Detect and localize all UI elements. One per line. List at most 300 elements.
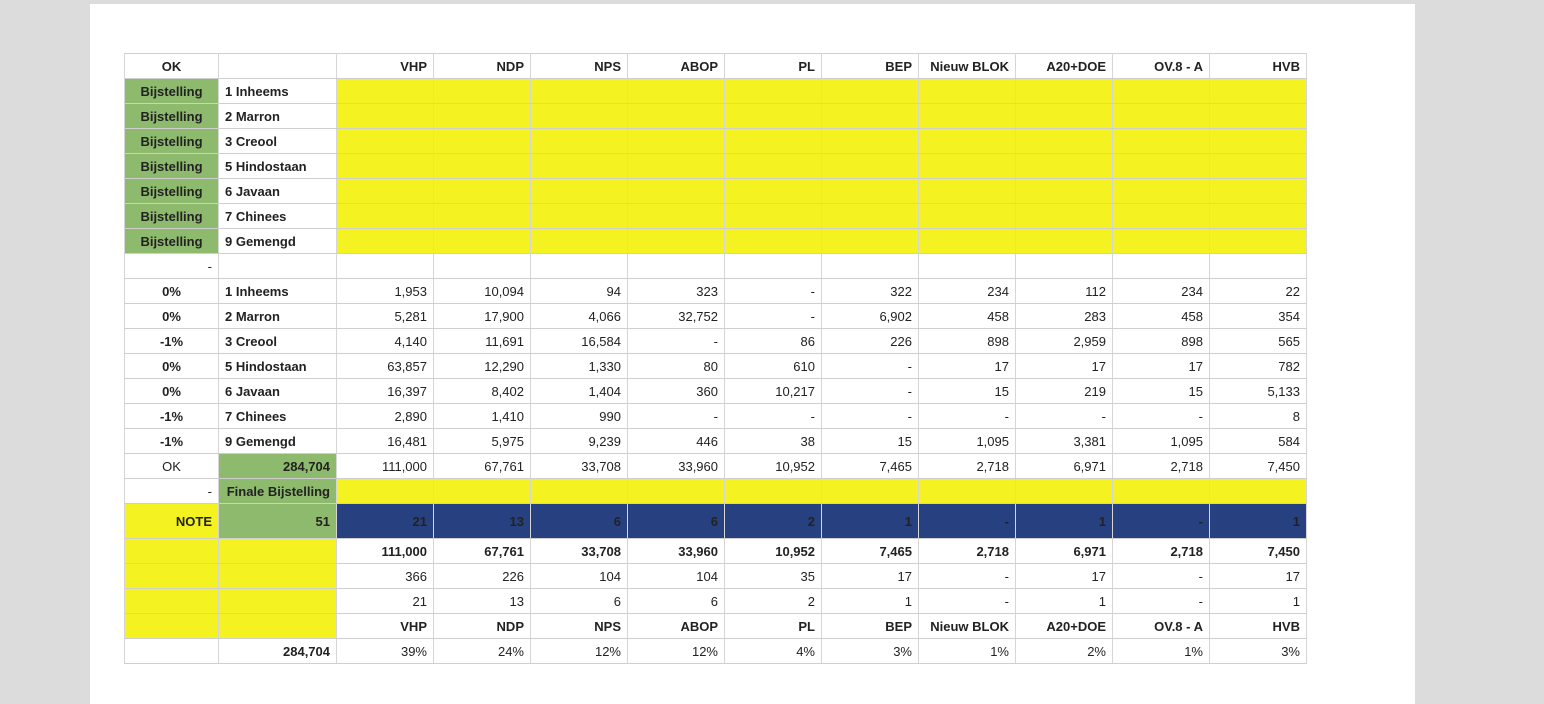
row-percent-cell[interactable]: -1% [125,404,219,429]
adjust-input-cell[interactable] [1210,179,1307,204]
adjust-row [125,154,1307,179]
quota-cell[interactable]: 104 [628,564,725,589]
adjust-input-cell[interactable] [531,79,628,104]
vote-cell[interactable]: 1,410 [434,404,531,429]
seat-count-cell[interactable]: 6 [531,504,628,539]
seat-plain-cell[interactable]: 1 [822,589,919,614]
adjust-input-cell[interactable] [1113,204,1210,229]
quota-cell[interactable]: 104 [531,564,628,589]
party-percent-cell[interactable]: 4% [725,639,822,664]
quota-cell[interactable]: 366 [337,564,434,589]
adjust-input-cell[interactable] [919,129,1016,154]
vote-cell[interactable]: 323 [628,279,725,304]
quota-cell[interactable]: - [919,564,1016,589]
vote-cell[interactable]: 2,890 [337,404,434,429]
separator-blank-cell[interactable] [219,254,337,279]
adjust-input-cell[interactable] [725,154,822,179]
finale-input-cell[interactable] [1016,479,1113,504]
adjust-row [125,229,1307,254]
seats-row [125,589,1307,614]
adjust-input-cell[interactable] [1210,204,1307,229]
finale-input-cell[interactable] [337,479,434,504]
total-row [125,454,1307,479]
party-header-cell[interactable]: HVB [1210,54,1307,79]
adjust-input-cell[interactable] [1113,179,1210,204]
adjust-input-cell[interactable] [725,79,822,104]
adjust-input-cell[interactable] [1210,129,1307,154]
separator-blank-cell[interactable] [919,254,1016,279]
adjust-input-cell[interactable] [628,229,725,254]
vote-cell[interactable]: 1,953 [337,279,434,304]
party-header-cell[interactable]: NPS [531,54,628,79]
adjust-input-cell[interactable] [434,179,531,204]
footer-party-row [125,614,1307,639]
vote-cell[interactable]: 1,404 [531,379,628,404]
vote-cell[interactable]: 10,094 [434,279,531,304]
party-percent-cell[interactable]: 3% [1210,639,1307,664]
seat-plain-cell[interactable]: 6 [628,589,725,614]
group-label-cell[interactable]: 5 Hindostaan [219,354,337,379]
separator-blank-cell[interactable] [628,254,725,279]
party-total-cell[interactable]: 7,465 [822,454,919,479]
vote-cell[interactable]: - [628,404,725,429]
footer-party-cell[interactable]: Nieuw BLOK [919,614,1016,639]
finale-input-cell[interactable] [822,479,919,504]
seat-plain-cell[interactable]: - [919,589,1016,614]
adjust-input-cell[interactable] [434,204,531,229]
vote-cell[interactable]: 4,140 [337,329,434,354]
vote-cell[interactable]: - [725,279,822,304]
adjust-input-cell[interactable] [1016,179,1113,204]
group-label-cell[interactable]: 2 Marron [219,104,337,129]
party-total-cell[interactable]: 7,450 [1210,454,1307,479]
seat-count-cell[interactable]: 21 [337,504,434,539]
vote-cell[interactable]: 15 [919,379,1016,404]
party-votes-cell[interactable]: 67,761 [434,539,531,564]
adjust-input-cell[interactable] [1016,229,1113,254]
row-percent-cell[interactable]: -1% [125,329,219,354]
vote-cell[interactable]: 2,959 [1016,329,1113,354]
adjust-row [125,79,1307,104]
footer-party-cell[interactable]: NPS [531,614,628,639]
adjust-input-cell[interactable] [725,179,822,204]
adjust-input-cell[interactable] [822,229,919,254]
adjust-input-cell[interactable] [337,179,434,204]
adjust-input-cell[interactable] [1113,229,1210,254]
separator-blank-cell[interactable] [1016,254,1113,279]
vote-cell[interactable]: 16,584 [531,329,628,354]
party-total-cell[interactable]: 6,971 [1016,454,1113,479]
group-label-cell[interactable]: 1 Inheems [219,279,337,304]
row-percent-cell[interactable]: 0% [125,304,219,329]
vote-cell[interactable]: 17,900 [434,304,531,329]
adjust-input-cell[interactable] [434,229,531,254]
adjust-input-cell[interactable] [1016,79,1113,104]
adjust-input-cell[interactable] [822,154,919,179]
vote-cell[interactable]: 3,381 [1016,429,1113,454]
vote-cell[interactable]: 458 [1113,304,1210,329]
adjust-row [125,104,1307,129]
vote-cell[interactable]: 80 [628,354,725,379]
note-row [125,504,1307,539]
seat-count-cell[interactable]: - [919,504,1016,539]
vote-cell[interactable]: 5,281 [337,304,434,329]
seat-count-cell[interactable]: 6 [628,504,725,539]
party-header-cell[interactable]: A20+DOE [1016,54,1113,79]
finale-input-cell[interactable] [725,479,822,504]
adjust-input-cell[interactable] [531,104,628,129]
vote-cell[interactable]: - [822,379,919,404]
footer-party-cell[interactable]: PL [725,614,822,639]
footer-party-cell[interactable]: OV.8 - A [1113,614,1210,639]
party-header-cell[interactable]: PL [725,54,822,79]
vote-cell[interactable]: 17 [1016,354,1113,379]
yellow-block-cell [219,564,337,589]
vote-cell[interactable]: 22 [1210,279,1307,304]
party-header-cell[interactable]: VHP [337,54,434,79]
footer-party-cell[interactable]: A20+DOE [1016,614,1113,639]
party-votes-cell[interactable]: 111,000 [337,539,434,564]
vote-cell[interactable]: 86 [725,329,822,354]
group-label-cell[interactable]: 6 Javaan [219,179,337,204]
yellow-block-cell [219,614,337,639]
vote-cell[interactable]: 610 [725,354,822,379]
adjust-input-cell[interactable] [1210,154,1307,179]
adjust-input-cell[interactable] [1113,154,1210,179]
group-label-cell[interactable]: 3 Creool [219,329,337,354]
vote-cell[interactable]: 458 [919,304,1016,329]
vote-cell[interactable]: 584 [1210,429,1307,454]
adjust-input-cell[interactable] [337,129,434,154]
vote-cell[interactable]: 1,095 [1113,429,1210,454]
group-label-cell[interactable]: 1 Inheems [219,79,337,104]
vote-cell[interactable]: 360 [628,379,725,404]
seat-plain-cell[interactable]: 2 [725,589,822,614]
seat-plain-cell[interactable]: 6 [531,589,628,614]
party-header-cell[interactable]: ABOP [628,54,725,79]
adjust-input-cell[interactable] [628,154,725,179]
finale-input-cell[interactable] [434,479,531,504]
adjust-status-cell[interactable]: Bijstelling [125,129,219,154]
vote-cell[interactable]: 8,402 [434,379,531,404]
quota-cell[interactable]: 17 [822,564,919,589]
vote-cell[interactable]: 17 [1113,354,1210,379]
seat-plain-cell[interactable]: - [1113,589,1210,614]
adjust-input-cell[interactable] [1016,129,1113,154]
seat-count-cell[interactable]: 2 [725,504,822,539]
adjust-input-cell[interactable] [725,129,822,154]
vote-cell[interactable]: 10,217 [725,379,822,404]
vote-cell[interactable]: 15 [1113,379,1210,404]
adjust-input-cell[interactable] [725,229,822,254]
party-header-cell[interactable]: OV.8 - A [1113,54,1210,79]
blank-cell[interactable] [125,639,219,664]
party-total-cell[interactable]: 67,761 [434,454,531,479]
group-label-cell[interactable]: 9 Gemengd [219,429,337,454]
seat-plain-cell[interactable]: 13 [434,589,531,614]
footer-party-cell[interactable]: BEP [822,614,919,639]
group-label-cell[interactable]: 7 Chinees [219,404,337,429]
adjust-input-cell[interactable] [337,204,434,229]
yellow-block-cell [219,539,337,564]
seat-count-cell[interactable]: - [1113,504,1210,539]
quota-cell[interactable]: 35 [725,564,822,589]
footer-party-cell[interactable]: NDP [434,614,531,639]
vote-cell[interactable]: 94 [531,279,628,304]
adjust-input-cell[interactable] [919,229,1016,254]
adjust-input-cell[interactable] [434,154,531,179]
seat-plain-cell[interactable]: 21 [337,589,434,614]
quota-cell[interactable]: - [1113,564,1210,589]
adjust-input-cell[interactable] [919,79,1016,104]
vote-cell[interactable]: 38 [725,429,822,454]
vote-cell[interactable]: 11,691 [434,329,531,354]
vote-cell[interactable]: 226 [822,329,919,354]
finale-input-cell[interactable] [531,479,628,504]
note-total-seats-cell[interactable]: 51 [219,504,337,539]
adjust-input-cell[interactable] [531,204,628,229]
seat-plain-cell[interactable]: 1 [1210,589,1307,614]
separator-mark-cell[interactable]: - [125,254,219,279]
total-sum-cell[interactable]: 284,704 [219,454,337,479]
quota-cell[interactable]: 226 [434,564,531,589]
separator-blank-cell[interactable] [434,254,531,279]
vote-cell[interactable]: 1,095 [919,429,1016,454]
vote-cell[interactable]: 234 [1113,279,1210,304]
row-percent-cell[interactable]: 0% [125,354,219,379]
vote-cell[interactable]: 16,481 [337,429,434,454]
vote-cell[interactable]: 354 [1210,304,1307,329]
party-votes-cell[interactable]: 33,708 [531,539,628,564]
party-total-cell[interactable]: 33,708 [531,454,628,479]
votes-row [125,539,1307,564]
adjust-input-cell[interactable] [628,79,725,104]
footer-party-cell[interactable]: ABOP [628,614,725,639]
adjust-input-cell[interactable] [1016,104,1113,129]
party-total-cell[interactable]: 10,952 [725,454,822,479]
party-votes-cell[interactable]: 33,960 [628,539,725,564]
group-label-cell[interactable]: 3 Creool [219,129,337,154]
adjust-input-cell[interactable] [1113,79,1210,104]
seat-count-cell[interactable]: 1 [1210,504,1307,539]
data-row [125,429,1307,454]
status-header-cell[interactable]: OK [125,54,219,79]
vote-cell[interactable]: 565 [1210,329,1307,354]
adjust-input-cell[interactable] [822,129,919,154]
adjust-input-cell[interactable] [337,154,434,179]
vote-cell[interactable]: 322 [822,279,919,304]
separator-blank-cell[interactable] [1210,254,1307,279]
vote-cell[interactable]: - [628,329,725,354]
vote-cell[interactable]: 112 [1016,279,1113,304]
vote-cell[interactable]: - [919,404,1016,429]
adjust-input-cell[interactable] [434,79,531,104]
adjust-input-cell[interactable] [919,104,1016,129]
quota-cell[interactable]: 17 [1016,564,1113,589]
vote-cell[interactable]: 63,857 [337,354,434,379]
adjust-input-cell[interactable] [531,179,628,204]
adjust-row [125,129,1307,154]
party-votes-cell[interactable]: 6,971 [1016,539,1113,564]
vote-cell[interactable]: 283 [1016,304,1113,329]
vote-cell[interactable]: 16,397 [337,379,434,404]
separator-blank-cell[interactable] [822,254,919,279]
vote-cell[interactable]: 990 [531,404,628,429]
vote-cell[interactable]: 234 [919,279,1016,304]
party-votes-cell[interactable]: 7,450 [1210,539,1307,564]
party-total-cell[interactable]: 111,000 [337,454,434,479]
quota-row [125,564,1307,589]
footer-party-cell[interactable]: VHP [337,614,434,639]
adjust-input-cell[interactable] [822,204,919,229]
row-percent-cell[interactable]: 0% [125,379,219,404]
vote-cell[interactable]: 1,330 [531,354,628,379]
adjust-input-cell[interactable] [628,104,725,129]
adjust-input-cell[interactable] [822,104,919,129]
data-row [125,304,1307,329]
vote-cell[interactable]: 782 [1210,354,1307,379]
yellow-block-cell [219,589,337,614]
group-label-cell[interactable]: 2 Marron [219,304,337,329]
vote-cell[interactable]: 32,752 [628,304,725,329]
adjust-input-cell[interactable] [1016,154,1113,179]
adjust-status-cell[interactable]: Bijstelling [125,154,219,179]
adjust-input-cell[interactable] [434,129,531,154]
adjust-input-cell[interactable] [531,129,628,154]
seat-plain-cell[interactable]: 1 [1016,589,1113,614]
party-total-cell[interactable]: 2,718 [1113,454,1210,479]
seat-count-cell[interactable]: 1 [1016,504,1113,539]
adjust-input-cell[interactable] [531,154,628,179]
total-status-cell[interactable]: OK [125,454,219,479]
group-label-cell[interactable]: 5 Hindostaan [219,154,337,179]
finale-input-cell[interactable] [919,479,1016,504]
adjust-input-cell[interactable] [531,229,628,254]
adjust-input-cell[interactable] [725,204,822,229]
adjust-input-cell[interactable] [919,204,1016,229]
finale-mark-cell[interactable]: - [125,479,219,504]
finale-input-cell[interactable] [1210,479,1307,504]
party-header-cell[interactable]: Nieuw BLOK [919,54,1016,79]
footer-party-cell[interactable]: HVB [1210,614,1307,639]
vote-cell[interactable]: 5,133 [1210,379,1307,404]
separator-blank-cell[interactable] [725,254,822,279]
data-row [125,279,1307,304]
adjust-input-cell[interactable] [628,129,725,154]
label-header-cell[interactable] [219,54,337,79]
spreadsheet-view [124,53,1394,664]
adjust-status-cell[interactable]: Bijstelling [125,229,219,254]
seat-count-cell[interactable]: 1 [822,504,919,539]
adjust-input-cell[interactable] [919,179,1016,204]
adjust-input-cell[interactable] [628,204,725,229]
adjust-input-cell[interactable] [822,79,919,104]
note-label-cell[interactable]: NOTE [125,504,219,539]
row-percent-cell[interactable]: 0% [125,279,219,304]
separator-blank-cell[interactable] [531,254,628,279]
party-percent-cell[interactable]: 1% [1113,639,1210,664]
vote-cell[interactable]: 219 [1016,379,1113,404]
vote-cell[interactable]: - [822,404,919,429]
quota-cell[interactable]: 17 [1210,564,1307,589]
party-votes-cell[interactable]: 10,952 [725,539,822,564]
party-header-cell[interactable]: NDP [434,54,531,79]
adjust-input-cell[interactable] [1016,204,1113,229]
vote-cell[interactable]: 15 [822,429,919,454]
adjust-input-cell[interactable] [628,179,725,204]
vote-cell[interactable]: - [1113,404,1210,429]
separator-blank-cell[interactable] [1113,254,1210,279]
party-total-cell[interactable]: 2,718 [919,454,1016,479]
party-percent-cell[interactable]: 1% [919,639,1016,664]
vote-cell[interactable]: 8 [1210,404,1307,429]
adjust-input-cell[interactable] [337,79,434,104]
adjust-input-cell[interactable] [725,104,822,129]
party-percent-cell[interactable]: 2% [1016,639,1113,664]
party-percent-cell[interactable]: 12% [628,639,725,664]
vote-cell[interactable]: 898 [1113,329,1210,354]
adjust-input-cell[interactable] [434,104,531,129]
vote-cell[interactable]: 5,975 [434,429,531,454]
adjust-status-cell[interactable]: Bijstelling [125,79,219,104]
row-percent-cell[interactable]: -1% [125,429,219,454]
adjust-input-cell[interactable] [337,229,434,254]
party-percent-cell[interactable]: 12% [531,639,628,664]
finale-input-cell[interactable] [628,479,725,504]
vote-cell[interactable]: - [725,304,822,329]
adjust-input-cell[interactable] [1210,79,1307,104]
party-votes-cell[interactable]: 7,465 [822,539,919,564]
vote-cell[interactable]: 898 [919,329,1016,354]
adjust-input-cell[interactable] [822,179,919,204]
vote-cell[interactable]: 4,066 [531,304,628,329]
party-percent-cell[interactable]: 24% [434,639,531,664]
vote-cell[interactable]: - [822,354,919,379]
vote-cell[interactable]: 12,290 [434,354,531,379]
vote-cell[interactable]: 17 [919,354,1016,379]
adjust-input-cell[interactable] [1210,104,1307,129]
group-label-cell[interactable]: 7 Chinees [219,204,337,229]
adjust-input-cell[interactable] [337,104,434,129]
vote-cell[interactable]: 446 [628,429,725,454]
header-row [125,54,1307,79]
adjust-status-cell[interactable]: Bijstelling [125,179,219,204]
adjust-input-cell[interactable] [1210,229,1307,254]
adjust-status-cell[interactable]: Bijstelling [125,204,219,229]
group-label-cell[interactable]: 9 Gemengd [219,229,337,254]
vote-cell[interactable]: 6,902 [822,304,919,329]
vote-cell[interactable]: - [725,404,822,429]
grand-total-cell[interactable]: 284,704 [219,639,337,664]
finale-label-cell[interactable]: Finale Bijstelling [219,479,337,504]
party-header-cell[interactable]: BEP [822,54,919,79]
party-total-cell[interactable]: 33,960 [628,454,725,479]
adjust-input-cell[interactable] [1113,129,1210,154]
vote-cell[interactable]: - [1016,404,1113,429]
adjust-status-cell[interactable]: Bijstelling [125,104,219,129]
party-percent-cell[interactable]: 39% [337,639,434,664]
group-label-cell[interactable]: 6 Javaan [219,379,337,404]
adjust-input-cell[interactable] [1113,104,1210,129]
party-percent-cell[interactable]: 3% [822,639,919,664]
party-votes-cell[interactable]: 2,718 [919,539,1016,564]
vote-cell[interactable]: 9,239 [531,429,628,454]
party-votes-cell[interactable]: 2,718 [1113,539,1210,564]
finale-input-cell[interactable] [1113,479,1210,504]
separator-blank-cell[interactable] [337,254,434,279]
seat-count-cell[interactable]: 13 [434,504,531,539]
adjust-input-cell[interactable] [919,154,1016,179]
